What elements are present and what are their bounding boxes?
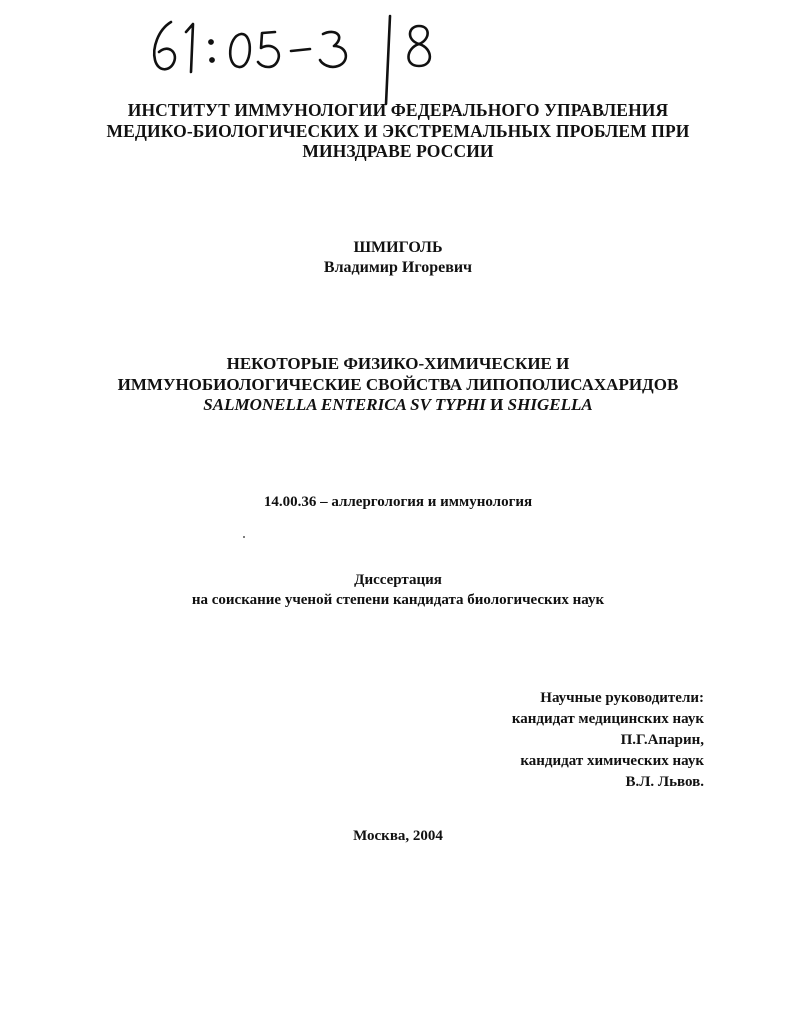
supervisor-1-name: П.Г.Апарин, <box>620 732 704 748</box>
title-organism-2: SHIGELLA <box>507 395 593 414</box>
specialty-line: 14.00.36 – аллергология и иммунология <box>263 494 533 510</box>
institution-line-1: ИНСТИТУТ ИММУНОЛОГИИ ФЕДЕРАЛЬНОГО УПРАВЛЕНИЯ <box>127 100 669 120</box>
supervisor-1-degree: кандидат медицинских наук <box>511 711 704 727</box>
dissertation-degree: на соискание ученой степени кандидата биологических наук <box>191 592 605 608</box>
author-given-names: Владимир Игоревич <box>323 259 473 276</box>
title-conjunction: И <box>485 395 508 414</box>
place-year: Москва, 2004 <box>353 828 443 844</box>
supervisor-2-name: В.Л. Львов. <box>625 774 704 790</box>
institution-line-2: МЕДИКО-БИОЛОГИЧЕСКИХ И ЭКСТРЕМАЛЬНЫХ ПРОБЛЕМ ПРИ <box>106 120 690 141</box>
handwritten-archive-mark <box>138 0 458 110</box>
title-line-2: ИММУНОБИОЛОГИЧЕСКИЕ СВОЙСТВА ЛИПОПОЛИСАХАРИДОВ <box>117 374 679 394</box>
institution-heading <box>0 100 796 162</box>
author-block <box>0 238 796 278</box>
dissertation-type: Диссертация <box>354 572 442 588</box>
supervisors-block <box>512 688 704 793</box>
supervisors-heading: Научные руководители: <box>540 690 704 706</box>
title-line-3 <box>0 395 796 416</box>
title-line-1: НЕКОТОРЫЕ ФИЗИКО-ХИМИЧЕСКИЕ И <box>226 354 570 373</box>
dissertation-title <box>0 354 796 416</box>
dissertation-block <box>0 570 796 610</box>
institution-line-3: МИНЗДРАВЕ РОССИИ <box>302 141 494 161</box>
supervisor-2-degree: кандидат химических наук <box>520 753 704 769</box>
scan-speck <box>243 536 245 538</box>
author-surname: ШМИГОЛЬ <box>353 239 443 256</box>
title-organism-1: SALMONELLA ENTERICA SV TYPHI <box>203 395 486 414</box>
